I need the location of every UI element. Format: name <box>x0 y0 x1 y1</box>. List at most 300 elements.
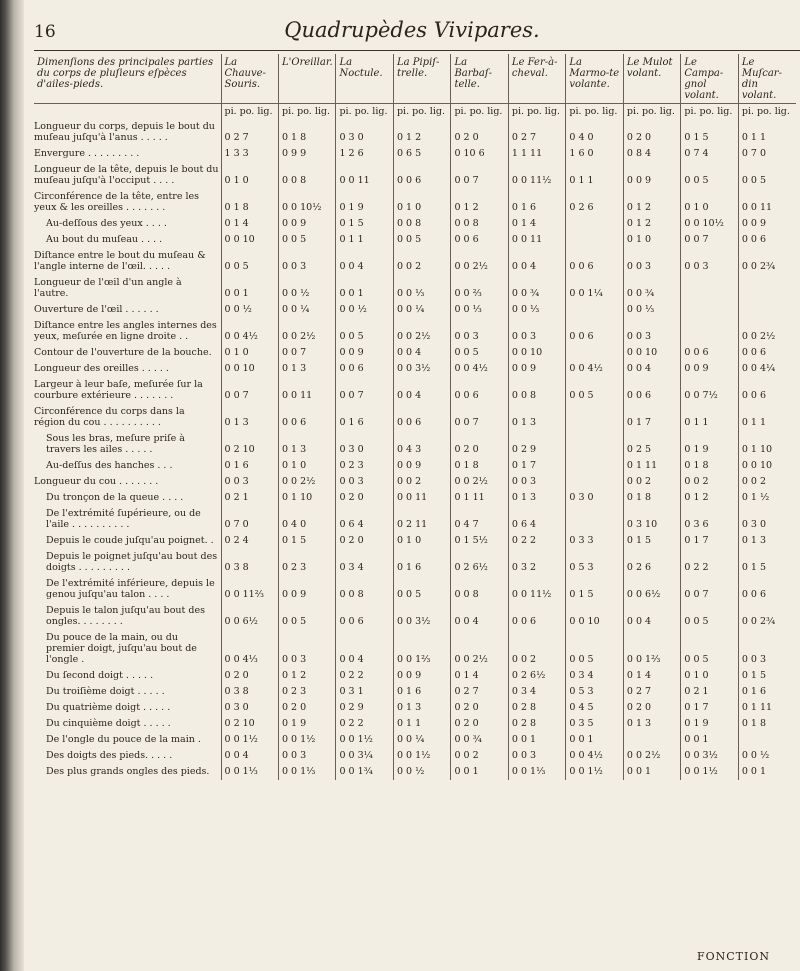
table-row <box>34 458 796 474</box>
table-row <box>34 716 796 732</box>
measurement-cell: 0 3 0 <box>336 431 393 458</box>
measurement-cell: 0 2 2 <box>336 716 393 732</box>
measurement-cell: 0 0 3½ <box>681 748 738 764</box>
table-caption: Dimenſions des principales parties du corps de pluſieurs eſpèces d'ailes-pieds. <box>34 54 221 104</box>
measurement-cell: 0 1 5½ <box>451 533 508 549</box>
measurement-cell: 0 0 9 <box>393 668 450 684</box>
species-header: Le Mulot volant. <box>623 54 680 104</box>
row-label: Au-deſſus des hanches . . . <box>46 460 173 471</box>
measurement-cell: 0 0 10½ <box>681 216 738 232</box>
measurement-cell: 0 0 ½ <box>221 302 278 318</box>
measurement-cell: 0 0 3 <box>451 318 508 345</box>
measurement-cell: 0 0 3 <box>738 630 796 668</box>
row-label: Au bout du muſeau . . . . <box>46 234 163 245</box>
row-label: De l'extrémité ſupérieure, ou de l'aile . . . . . . . . . . <box>46 508 201 530</box>
measurement-cell: 0 1 2 <box>393 119 450 146</box>
measurement-cell: 0 1 1 <box>336 232 393 248</box>
measurement-cell <box>681 302 738 318</box>
measurement-cell: 0 0 3 <box>508 318 565 345</box>
measurement-cell: 0 0 11⅔ <box>221 576 278 603</box>
measurement-cell: 0 2 6 <box>566 189 623 216</box>
measurement-cell: 0 0 10 <box>221 361 278 377</box>
unit-cell: pi. po. lig. <box>451 104 508 120</box>
measurement-cell: 0 0 6 <box>738 377 796 404</box>
measurement-cell: 0 0 2½ <box>738 318 796 345</box>
measurement-cell <box>566 302 623 318</box>
measurement-cell: 0 0 5 <box>221 248 278 275</box>
measurement-cell: 0 0 2½ <box>278 474 335 490</box>
unit-cell: pi. po. lig. <box>221 104 278 120</box>
measurement-cell: 0 0 ¼ <box>393 302 450 318</box>
measurement-cell: 0 1 1 <box>393 716 450 732</box>
measurement-cell: 0 0 2½ <box>623 748 680 764</box>
table-row <box>34 275 796 302</box>
measurement-cell: 0 0 1 <box>451 764 508 780</box>
measurement-cell: 0 0 3½ <box>393 603 450 630</box>
measurement-cell: 0 0 6 <box>336 361 393 377</box>
measurement-cell: 0 0 2¾ <box>738 248 796 275</box>
measurement-cell: 0 1 11 <box>623 458 680 474</box>
measurement-cell: 0 0 4½ <box>221 318 278 345</box>
measurement-cell: 0 2 11 <box>393 506 450 533</box>
species-header: L'Oreillar. <box>278 54 335 104</box>
table-row <box>34 302 796 318</box>
measurement-cell: 0 0 7 <box>278 345 335 361</box>
measurement-cell: 0 2 8 <box>508 700 565 716</box>
measurement-cell: 0 0 ⅓ <box>393 275 450 302</box>
measurement-cell: 1 2 6 <box>336 146 393 162</box>
measurement-cell: 0 4 3 <box>393 431 450 458</box>
measurement-cell: 0 2 8 <box>508 716 565 732</box>
measurement-cell: 0 2 7 <box>623 684 680 700</box>
measurement-cell: 0 0 3¼ <box>336 748 393 764</box>
measurement-cell: 0 1 2 <box>278 668 335 684</box>
measurement-cell: 0 3 8 <box>221 549 278 576</box>
measurement-cell: 0 1 0 <box>623 232 680 248</box>
measurement-cell: 0 1 10 <box>278 490 335 506</box>
measurement-cell: 0 1 10 <box>738 431 796 458</box>
measurement-cell: 0 0 5 <box>566 630 623 668</box>
table-row <box>34 700 796 716</box>
measurement-cell: 0 0 5 <box>336 318 393 345</box>
measurement-cell: 0 7 0 <box>221 506 278 533</box>
measurement-cell: 0 0 5 <box>738 162 796 189</box>
row-label: Contour de l'ouverture de la bouche. <box>34 347 212 358</box>
measurement-cell: 0 0 ½ <box>278 275 335 302</box>
measurement-cell <box>566 216 623 232</box>
measurement-cell: 0 1 8 <box>451 458 508 474</box>
measurement-cell: 1 1 11 <box>508 146 565 162</box>
row-label: Des plus grands ongles des pieds. <box>46 766 210 777</box>
unit-cell: pi. po. lig. <box>623 104 680 120</box>
measurement-cell: 0 1 0 <box>221 162 278 189</box>
measurement-cell: 0 6 4 <box>336 506 393 533</box>
measurement-cell: 0 2 1 <box>221 490 278 506</box>
measurement-cell: 0 0 7 <box>336 377 393 404</box>
measurement-cell: 0 0 2¾ <box>738 603 796 630</box>
measurement-cell: 0 0 3 <box>623 318 680 345</box>
row-label: Envergure . . . . . . . . . <box>34 148 140 159</box>
measurement-cell <box>738 275 796 302</box>
measurement-cell: 0 0 8 <box>508 377 565 404</box>
table-row <box>34 549 796 576</box>
row-label: Ouverture de l'œil . . . . . . <box>34 304 159 315</box>
measurement-cell <box>566 458 623 474</box>
table-row <box>34 474 796 490</box>
measurement-cell: 0 0 5 <box>278 232 335 248</box>
species-header: La Marmo-te volante. <box>566 54 623 104</box>
measurement-cell: 0 6 5 <box>393 146 450 162</box>
measurement-cell: 0 0 11 <box>508 232 565 248</box>
row-label: Du tronçon de la queue . . . . <box>46 492 184 503</box>
measurement-cell: 0 0 9 <box>738 216 796 232</box>
measurement-cell: 0 5 3 <box>566 684 623 700</box>
measurement-cell: 0 0 9 <box>278 576 335 603</box>
measurement-cell: 0 1 ½ <box>738 490 796 506</box>
measurement-cell: 0 0 6 <box>623 377 680 404</box>
measurement-cell: 0 0 1½ <box>393 748 450 764</box>
table-row <box>34 630 796 668</box>
measurement-cell: 0 1 3 <box>278 431 335 458</box>
measurement-cell: 0 2 7 <box>508 119 565 146</box>
page-header <box>24 0 800 48</box>
measurement-cell: 0 0 1 <box>221 275 278 302</box>
measurement-cell: 0 3 0 <box>566 490 623 506</box>
measurement-cell: 0 0 2½ <box>278 318 335 345</box>
row-label: De l'ongle du pouce de la main . <box>46 734 201 745</box>
measurement-cell: 0 0 9 <box>336 345 393 361</box>
measurement-cell: 0 2 3 <box>278 549 335 576</box>
row-label: Du troiſième doigt . . . . . <box>46 686 165 697</box>
measurement-cell: 0 0 7 <box>221 377 278 404</box>
measurement-cell: 0 1 6 <box>508 189 565 216</box>
measurement-cell: 0 1 6 <box>221 458 278 474</box>
measurement-cell: 0 0 2½ <box>451 248 508 275</box>
measurement-cell: 0 2 0 <box>451 700 508 716</box>
measurement-cell: 0 1 1 <box>681 404 738 431</box>
measurement-cell: 0 1 3 <box>221 404 278 431</box>
table-row <box>34 533 796 549</box>
measurement-cell: 0 1 0 <box>393 533 450 549</box>
measurement-cell: 0 1 0 <box>681 189 738 216</box>
measurement-cell: 0 3 10 <box>623 506 680 533</box>
measurement-cell: 0 0 ¾ <box>508 275 565 302</box>
measurement-cell: 0 1 7 <box>681 533 738 549</box>
measurement-cell: 0 1 5 <box>623 533 680 549</box>
measurement-cell: 0 0 ½ <box>738 748 796 764</box>
unit-cell: pi. po. lig. <box>278 104 335 120</box>
measurement-cell <box>738 732 796 748</box>
row-label: Du quatrième doigt . . . . . <box>46 702 171 713</box>
measurement-cell: 0 3 6 <box>681 506 738 533</box>
unit-cell: pi. po. lig. <box>393 104 450 120</box>
measurement-cell: 0 0 4 <box>221 748 278 764</box>
measurement-cell: 0 3 2 <box>508 549 565 576</box>
measurement-cell: 0 0 6 <box>566 248 623 275</box>
measurement-cell: 0 0 ¾ <box>623 275 680 302</box>
measurement-cell: 0 0 3 <box>278 248 335 275</box>
measurement-cell: 0 1 5 <box>566 576 623 603</box>
measurement-cell: 0 0 11 <box>393 490 450 506</box>
measurement-cell: 0 1 0 <box>221 345 278 361</box>
measurement-cell: 0 0 ¼ <box>393 732 450 748</box>
table-row <box>34 216 796 232</box>
species-header: Le Campa-gnol volant. <box>681 54 738 104</box>
measurement-cell: 0 0 9 <box>623 162 680 189</box>
measurement-cell: 0 1 7 <box>508 458 565 474</box>
measurement-cell: 0 0 4 <box>336 248 393 275</box>
measurement-cell: 0 0 8 <box>336 576 393 603</box>
measurement-cell: 0 0 5 <box>393 576 450 603</box>
measurement-cell: 0 0 6½ <box>623 576 680 603</box>
measurement-cell: 0 1 8 <box>623 490 680 506</box>
measurement-cell: 0 1 2 <box>623 189 680 216</box>
header-rule <box>34 50 800 51</box>
measurement-cell: 0 0 ½ <box>336 302 393 318</box>
measurement-cell: 0 1 1 <box>738 404 796 431</box>
measurement-cell: 0 1 9 <box>681 716 738 732</box>
unit-cell: pi. po. lig. <box>508 104 565 120</box>
measurement-cell: 0 0 9 <box>508 361 565 377</box>
measurement-cell: 0 0 1 <box>336 275 393 302</box>
measurement-cell: 0 1 3 <box>278 361 335 377</box>
table-row <box>34 603 796 630</box>
measurement-cell: 0 0 5 <box>451 345 508 361</box>
row-label: Depuis le poignet juſqu'au bout des doigts . . . . . . . . . <box>46 551 218 573</box>
row-label: Longueur du cou . . . . . . . <box>34 476 159 487</box>
species-header: Le Muſcar-din volant. <box>738 54 796 104</box>
measurement-cell: 0 0 5 <box>681 162 738 189</box>
species-header: La Chauve-Souris. <box>221 54 278 104</box>
measurement-cell: 0 0 ⅓ <box>623 302 680 318</box>
measurement-cell: 0 1 3 <box>623 716 680 732</box>
row-label: Du ſecond doigt . . . . . <box>46 670 154 681</box>
measurement-cell: 0 0 1¾ <box>336 764 393 780</box>
measurement-cell: 0 0 6 <box>336 603 393 630</box>
measurements-table <box>34 54 796 780</box>
measurement-cell: 0 2 0 <box>623 700 680 716</box>
measurement-cell: 0 0 3 <box>278 630 335 668</box>
row-label: Circonférence de la tête, entre les yeux & les oreilles . . . . . . . <box>34 191 200 213</box>
measurement-cell: 0 1 1 <box>738 119 796 146</box>
table-row <box>34 668 796 684</box>
measurement-cell: 0 1 9 <box>278 716 335 732</box>
units-row <box>34 104 796 120</box>
measurement-cell: 0 4 0 <box>278 506 335 533</box>
row-label: Longueur des oreilles . . . . . <box>34 363 169 374</box>
measurement-cell: 0 1 11 <box>738 700 796 716</box>
measurement-cell: 0 1 3 <box>738 533 796 549</box>
measurement-cell: 0 1 8 <box>681 458 738 474</box>
table-row <box>34 248 796 275</box>
measurement-cell: 0 0 11 <box>278 377 335 404</box>
measurement-cell: 0 0 2 <box>738 474 796 490</box>
measurement-cell: 0 0 10 <box>508 345 565 361</box>
species-header: La Pipiſ-trelle. <box>393 54 450 104</box>
book-page <box>24 0 800 971</box>
measurement-cell: 0 0 4½ <box>451 361 508 377</box>
measurement-cell: 0 3 4 <box>566 668 623 684</box>
measurement-cell: 0 0 8 <box>278 162 335 189</box>
table-row <box>34 119 796 146</box>
measurement-cell: 0 0 3 <box>336 474 393 490</box>
measurement-cell: 0 0 2 <box>681 474 738 490</box>
measurement-cell: 0 0 6 <box>393 404 450 431</box>
measurement-cell: 0 0 7 <box>681 576 738 603</box>
measurement-cell <box>566 474 623 490</box>
measurement-cell: 0 7 0 <box>738 146 796 162</box>
measurement-cell: 0 1 5 <box>336 216 393 232</box>
catchword: FONCTION <box>696 950 770 963</box>
measurement-cell: 0 0 1 <box>508 732 565 748</box>
measurement-cell: 0 3 0 <box>336 119 393 146</box>
row-label: Longueur de l'œil d'un angle à l'autre. <box>34 277 182 299</box>
measurement-cell: 0 2 0 <box>451 119 508 146</box>
measurement-cell: 0 1 1 <box>566 162 623 189</box>
row-label: Circonférence du corps dans la région du cou . . . . . . . . . . <box>34 406 185 428</box>
measurement-cell: 0 2 3 <box>336 458 393 474</box>
measurement-cell: 0 0 3 <box>623 248 680 275</box>
measurement-cell: 0 1 2 <box>623 216 680 232</box>
measurement-cell: 0 2 0 <box>336 533 393 549</box>
measurement-cell: 0 0 6 <box>738 345 796 361</box>
measurement-cell: 0 2 9 <box>336 700 393 716</box>
species-header: Le Fer-à-cheval. <box>508 54 565 104</box>
measurement-cell: 0 1 5 <box>738 668 796 684</box>
measurement-cell: 0 2 0 <box>451 716 508 732</box>
measurement-cell: 0 0 2 <box>393 474 450 490</box>
measurement-cell <box>623 732 680 748</box>
measurement-cell: 0 9 9 <box>278 146 335 162</box>
row-label: Des doigts des pieds. . . . . <box>46 750 173 761</box>
measurement-cell: 0 1 3 <box>508 404 565 431</box>
measurement-cell: 0 1 2 <box>681 490 738 506</box>
table-body <box>34 104 796 781</box>
measurement-cell: 0 0 2 <box>623 474 680 490</box>
measurement-cell: 0 0 1 <box>681 732 738 748</box>
measurement-cell: 0 2 6 <box>623 549 680 576</box>
measurement-cell: 0 4 5 <box>566 700 623 716</box>
measurement-cell <box>566 404 623 431</box>
row-label: De l'extrémité inférieure, depuis le genou juſqu'au talon . . . . <box>46 578 215 600</box>
measurement-cell: 0 2 2 <box>681 549 738 576</box>
measurement-cell: 0 0 4¼ <box>738 361 796 377</box>
book-spine-shadow <box>0 0 24 971</box>
measurement-cell: 0 0 1¼ <box>566 275 623 302</box>
measurement-cell: 0 0 ⅓ <box>451 302 508 318</box>
table-row <box>34 361 796 377</box>
measurement-cell: 0 1 0 <box>681 668 738 684</box>
measurement-cell: 0 1 8 <box>738 716 796 732</box>
measurement-cell <box>681 318 738 345</box>
measurement-cell: 0 0 10 <box>221 232 278 248</box>
measurement-cell: 0 0 4 <box>508 248 565 275</box>
measurement-cell: 0 2 0 <box>451 431 508 458</box>
measurement-cell: 0 0 1½ <box>221 732 278 748</box>
measurement-cell: 0 0 4 <box>393 345 450 361</box>
table-row <box>34 377 796 404</box>
measurement-cell: 0 0 3 <box>221 474 278 490</box>
measurement-cell <box>681 275 738 302</box>
measurement-cell: 0 0 ¼ <box>278 302 335 318</box>
measurement-cell: 0 0 6 <box>278 404 335 431</box>
measurement-cell: 0 0 4 <box>623 603 680 630</box>
measurement-cell: 0 0 1½ <box>278 732 335 748</box>
table-row <box>34 318 796 345</box>
measurement-cell: 0 2 2 <box>508 533 565 549</box>
measurement-cell: 0 1 2 <box>451 189 508 216</box>
measurement-cell: 0 1 4 <box>623 668 680 684</box>
measurement-cell: 0 1 5 <box>738 549 796 576</box>
measurement-cell: 0 2 5 <box>623 431 680 458</box>
measurement-cell: 0 0 4 <box>393 377 450 404</box>
measurement-cell: 0 3 5 <box>566 716 623 732</box>
measurement-cell: 0 0 3 <box>508 748 565 764</box>
measurement-cell: 0 0 4½ <box>566 748 623 764</box>
measurement-cell: 0 0 10 <box>623 345 680 361</box>
measurement-cell: 0 0 1 <box>566 732 623 748</box>
table-header-row <box>34 54 796 104</box>
measurement-cell: 0 2 1 <box>681 684 738 700</box>
measurement-cell: 0 0 6 <box>508 603 565 630</box>
measurement-cell: 0 1 6 <box>393 549 450 576</box>
measurement-cell: 0 0 6 <box>451 377 508 404</box>
measurement-cell: 0 0 10½ <box>278 189 335 216</box>
row-label: Diſtance entre le bout du muſeau & l'angle interne de l'œil. . . . . <box>34 250 206 272</box>
measurement-cell: 0 0 5 <box>566 377 623 404</box>
measurement-cell: 0 0 6 <box>393 162 450 189</box>
measurement-cell: 0 6 4 <box>508 506 565 533</box>
measurement-cell: 0 1 6 <box>336 404 393 431</box>
measurement-cell: 0 0 2 <box>508 630 565 668</box>
measurement-cell: 0 4 7 <box>451 506 508 533</box>
measurement-cell: 0 2 10 <box>221 716 278 732</box>
measurement-cell: 0 0 6 <box>738 232 796 248</box>
measurement-cell: 0 0 1⅔ <box>623 630 680 668</box>
measurement-cell: 0 0 7 <box>681 232 738 248</box>
row-label: Longueur du corps, depuis le bout du muſeau juſqu'à l'anus . . . . . <box>34 121 215 143</box>
table-row <box>34 404 796 431</box>
measurement-cell <box>566 506 623 533</box>
measurement-cell: 0 0 2½ <box>451 474 508 490</box>
measurement-cell: 0 0 8 <box>451 216 508 232</box>
measurement-cell: 0 2 0 <box>221 668 278 684</box>
measurement-cell: 0 1 4 <box>451 668 508 684</box>
measurement-cell: 1 3 3 <box>221 146 278 162</box>
unit-cell: pi. po. lig. <box>336 104 393 120</box>
measurement-cell: 0 2 9 <box>508 431 565 458</box>
measurement-cell: 0 0 8 <box>451 576 508 603</box>
measurement-cell: 0 0 6 <box>681 345 738 361</box>
measurement-cell: 0 0 10 <box>738 458 796 474</box>
table-row <box>34 146 796 162</box>
row-label: Sous les bras, meſure priſe à travers les ailes . . . . . <box>46 433 185 455</box>
table-row <box>34 345 796 361</box>
measurement-cell: 0 0 4½ <box>566 361 623 377</box>
measurement-cell: 0 2 7 <box>451 684 508 700</box>
measurement-cell: 0 0 3 <box>508 474 565 490</box>
measurement-cell <box>566 232 623 248</box>
measurement-cell: 0 1 9 <box>681 431 738 458</box>
measurement-cell: 0 1 0 <box>393 189 450 216</box>
measurement-cell: 0 0 6 <box>451 232 508 248</box>
table-row <box>34 162 796 189</box>
measurement-cell: 0 1 4 <box>508 216 565 232</box>
measurement-cell: 0 0 8 <box>393 216 450 232</box>
measurement-cell: 0 0 3 <box>278 748 335 764</box>
species-header: La Noctule. <box>336 54 393 104</box>
measurement-cell: 0 0 1⅔ <box>393 630 450 668</box>
